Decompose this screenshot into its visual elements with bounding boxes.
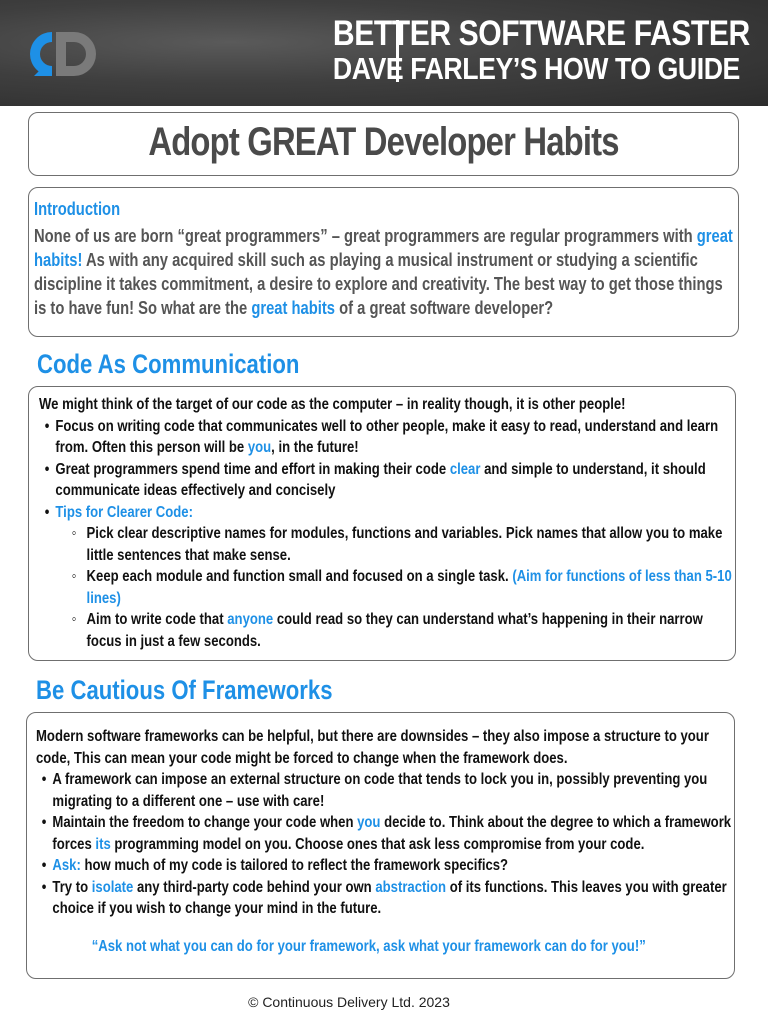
intro-paragraph: None of us are born “great programmers” – great programmers are regular programmers with great habits! As with any acquired skill such as playing a musical instrument or studying a scientific discipline it takes commitment, a desire to explore and creativity. The best way to get those things is to have fun! So what are the great habits of a great software developer? [34, 226, 733, 318]
sub-list-item: ◦ Aim to write code that anyone could read so they can understand what’s happening in their narrow focus in just a few seconds. [55, 609, 735, 652]
list-item: • Tips for Clearer Code: ◦ Pick clear descriptive names for modules, functions and variables. Pick names that allow you to make little sentences that make sense. ◦ Keep each module and function small and focused on a single task. (Aim for functions of less than 5-10 lines) ◦ Aim to write code that anyone could read so they can understand what’s happening in their narrow focus in just a few seconds. [39, 502, 735, 653]
intro-box [28, 187, 739, 337]
sub-list-item: ◦ Keep each module and function small and focused on a single task. (Aim for functions of less than 5-10 lines) [55, 566, 735, 609]
intro-heading: Introduction [34, 199, 121, 219]
frameworks-lead: Modern software frameworks can be helpful, but there are downsides – they also impose a structure to your code, This can mean your code might be forced to change when the framework does. [36, 728, 709, 767]
frameworks-section-heading: Be Cautious Of Frameworks [36, 675, 333, 705]
list-item: • A framework can impose an external structure on code that tends to lock you in, possibly preventing you migrating to a different one – use with care! [36, 769, 734, 812]
framework-quote: “Ask not what you can do for your framework, ask what your framework can do for you!” [91, 937, 646, 955]
header-title [333, 16, 750, 86]
highlight-great-habits-2: great habits [251, 298, 336, 318]
code-section-box [28, 386, 736, 661]
tips-sublist [55, 523, 735, 652]
list-item: • Ask: how much of my code is tailored to reflect the framework specifics? [36, 855, 734, 877]
header-line-1: BETTER SOFTWARE FASTER [333, 14, 750, 53]
frameworks-section-box [26, 712, 735, 979]
page-title: Adopt GREAT Developer Habits [148, 120, 619, 164]
title-box [28, 112, 739, 176]
code-section-heading: Code As Communication [37, 349, 300, 379]
list-item: • Great programmers spend time and effort in making their code clear and simple to understand, it should communicate ideas effectively and concisely [39, 459, 735, 502]
highlight-great-habits: great habits! [34, 226, 733, 270]
list-item: • Try to isolate any third-party code behind your own abstraction of its functions. This leaves you with greater choice if you wish to change your mind in the future. [36, 877, 734, 920]
code-section-list [39, 416, 735, 653]
header-line-2: DAVE FARLEY’S HOW TO GUIDE [333, 51, 741, 86]
footer-copyright: © Continuous Delivery Ltd. 2023 [248, 994, 450, 1010]
continuous-delivery-logo-icon [22, 26, 102, 82]
frameworks-list [36, 769, 734, 920]
list-item: • Maintain the freedom to change your code when you decide to. Think about the degree to which a framework forces its programming model on you. Choose ones that ask less compromise from your code. [36, 812, 734, 855]
sub-list-item: ◦ Pick clear descriptive names for modules, functions and variables. Pick names that allow you to make little sentences that make sense. [55, 523, 735, 566]
page-header [0, 0, 768, 106]
list-item: • Focus on writing code that communicates well to other people, make it easy to read, understand and learn from. Often this person will be you, in the future! [39, 416, 735, 459]
code-section-lead: We might think of the target of our code as the computer – in reality though, it is other people! [39, 396, 626, 413]
